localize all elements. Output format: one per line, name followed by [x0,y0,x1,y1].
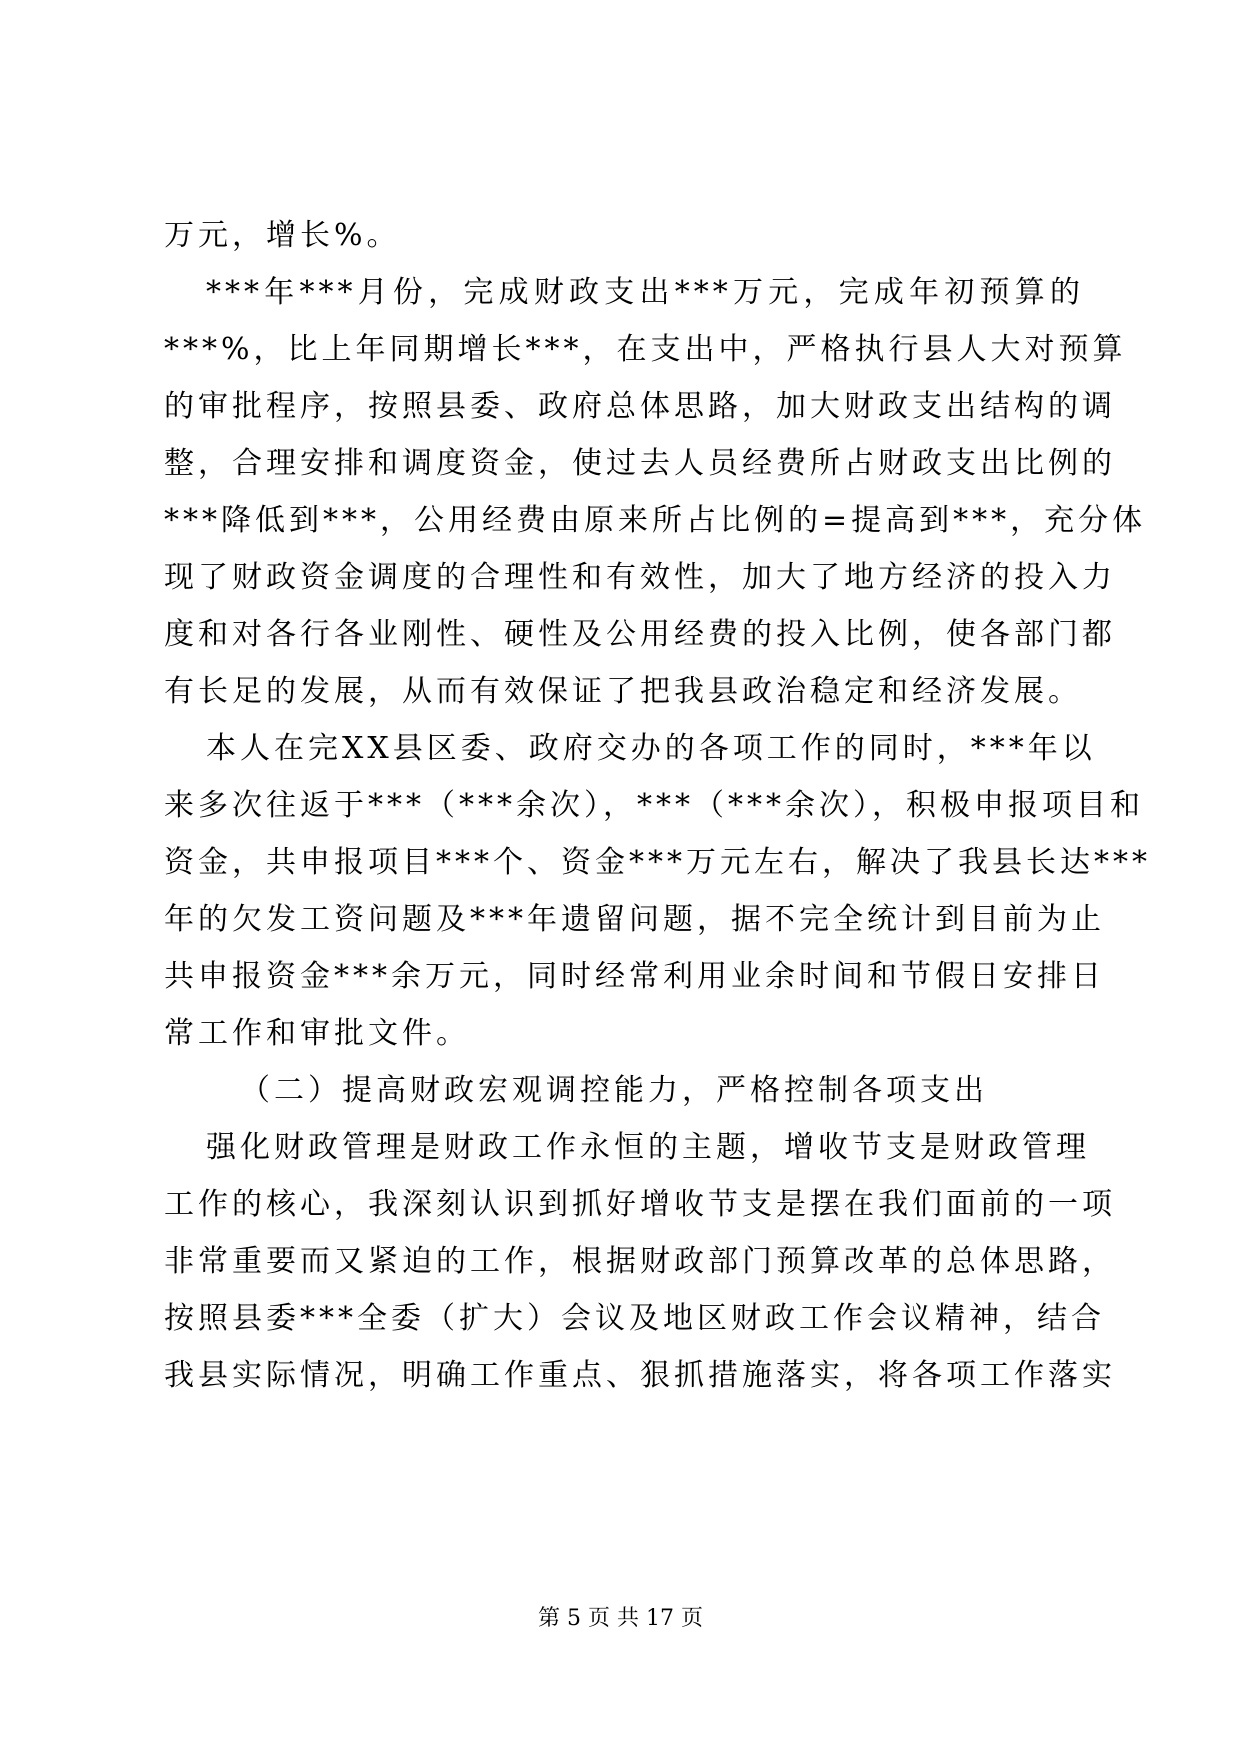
text-line: 年的欠发工资问题及***年遗留问题，据不完全统计到目前为止 [164,902,1105,937]
text-line: 整，合理安排和调度资金，使过去人员经费所占财政支出比例的 [164,446,1116,481]
text-line: 有长足的发展，从而有效保证了把我县政治稳定和经济发展。 [164,674,1082,709]
text-line: 现了财政资金调度的合理性和有效性，加大了地方经济的投入力 [164,560,1116,595]
text-line: 常工作和审批文件。 [164,1016,470,1051]
text-line: 非常重要而又紧迫的工作，根据财政部门预算改革的总体思路， [164,1244,1116,1279]
page-number-footer: 第 5 页 共 17 页 [538,1606,703,1631]
paragraph-first-line: 本人在完XX县区委、政府交办的各项工作的同时，***年以 [206,731,1096,766]
text-line: 资金，共申报项目***个、资金***万元左右，解决了我县长达*** [164,845,1151,880]
paragraph-first-line: 强化财政管理是财政工作永恒的主题，增收节支是财政管理 [206,1130,1090,1165]
text-line: ***降低到***，公用经费由原来所占比例的=提高到***，充分体 [164,503,1147,538]
text-line: 的审批程序，按照县委、政府总体思路，加大财政支出结构的调 [164,389,1116,424]
text-line: 工作的核心，我深刻认识到抓好增收节支是摆在我们面前的一项 [164,1187,1116,1222]
text-line: ***%，比上年同期增长***，在支出中，严格执行县人大对预算 [164,332,1127,367]
text-line: 共申报资金***余万元，同时经常利用业余时间和节假日安排日 [164,959,1105,994]
text-line: 万元，增长%。 [164,218,401,253]
text-line: 我县实际情况，明确工作重点、狠抓措施落实，将各项工作落实 [164,1358,1116,1393]
text-line: 度和对各行各业刚性、硬性及公用经费的投入比例，使各部门都 [164,617,1116,652]
section-heading: （二）提高财政宏观调控能力，严格控制各项支出 [240,1073,988,1108]
text-line: 按照县委***全委（扩大）会议及地区财政工作会议精神，结合 [164,1301,1105,1336]
paragraph-first-line: ***年***月份，完成财政支出***万元，完成年初预算的 [206,275,1084,310]
text-line: 来多次往返于***（***余次），***（***余次），积极申报项目和 [164,788,1144,823]
